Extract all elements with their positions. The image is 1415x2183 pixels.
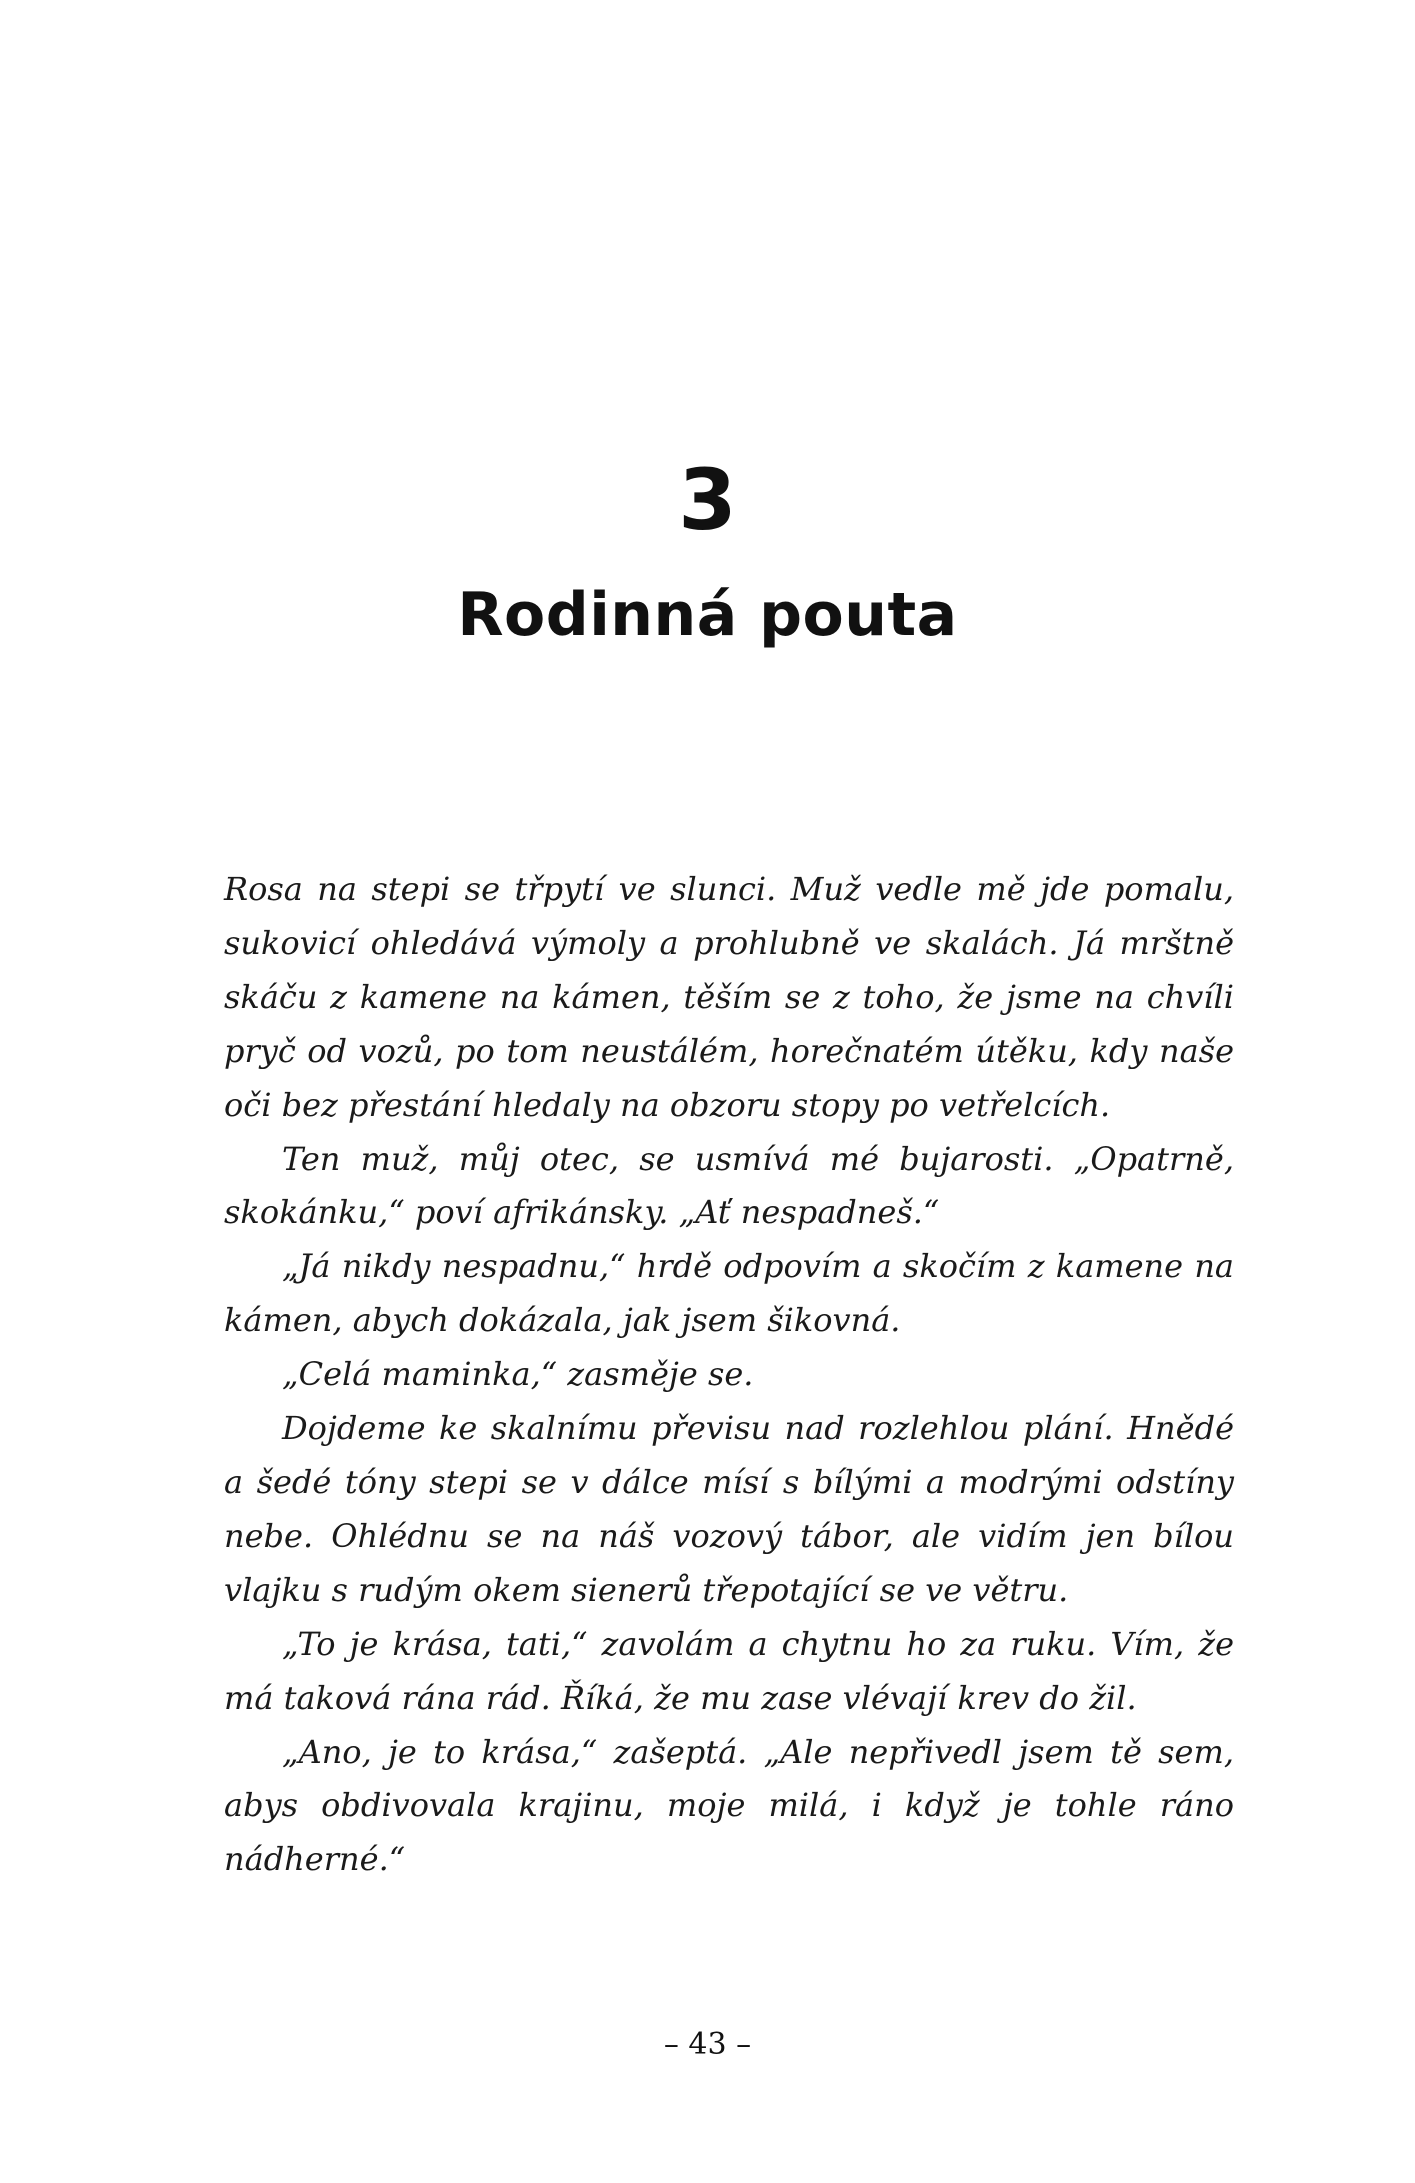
paragraph: „Já nikdy nespadnu,“ hrdě odpovím a skočím z kamene na kámen, abych dokázala, jak jsem šikovná. — [224, 1247, 1234, 1340]
paragraph: „Celá maminka,“ zasměje se. — [282, 1355, 754, 1394]
paragraph: „Ano, je to krása,“ zašeptá. „Ale nepřivedl jsem tě sem, abys obdivovala krajinu, moje milá, i když je tohle ráno nádherné.“ — [224, 1732, 1234, 1879]
paragraph: Dojdeme ke skalnímu převisu nad rozlehlou plání. Hnědé a šedé tóny stepi se v dálce mísí s bílými a modrými odstíny nebe. Ohlédnu se na náš vozový tábor, ale vidím jen bílou vlajku s rudým okem sienerů třepotající se ve větru. — [224, 1409, 1234, 1609]
page-number: – 43 – — [663, 2027, 752, 2062]
paragraph: „To je krása, tati,“ zavolám a chytnu ho za ruku. Vím, že má taková rána rád. Říká, že mu zase vlévají krev do žil. — [224, 1624, 1234, 1717]
paragraph: Rosa na stepi se třpytí ve slunci. Muž vedle mě jde pomalu, sukovicí ohledává výmoly a prohlubně ve skalách. Já mrštně skáču z kamene na kámen, těším se z toho, že jsme na chvíli pryč od vozů, po tom neustálém, horečnatém útěku, kdy naše oči bez přestání hledaly na obzoru stopy po vetřelcích. — [224, 870, 1234, 1124]
chapter-title: Rodinná pouta — [457, 580, 958, 650]
paragraph: Ten muž, můj otec, se usmívá mé bujarosti. „Opatrně, skokánku,“ poví afrikánsky. „Ať nespadneš.“ — [224, 1139, 1234, 1232]
chapter-number: 3 — [678, 451, 737, 549]
chapter-body — [224, 863, 1234, 1887]
